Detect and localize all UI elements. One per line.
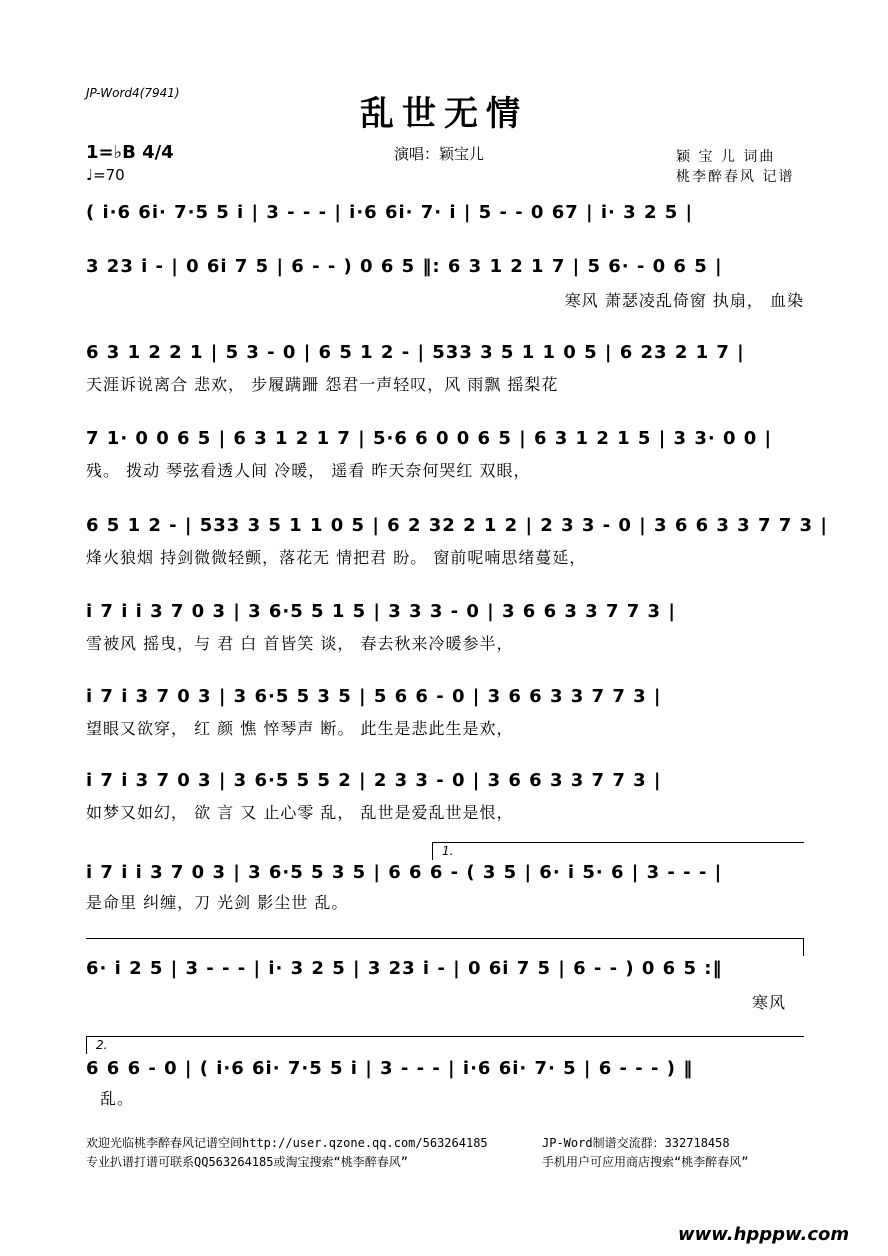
- volta-1-bracket: [432, 842, 804, 843]
- score-row-lyrics: 寒风 萧瑟凌乱倚窗 执扇， 血染: [564, 291, 804, 310]
- score-row-notes: i 7 i 3 7 0 3 | 3 6·5 5 5 2 | 2 3 3 - 0 | 3 6 6 3 3 7 7 3 |: [86, 770, 662, 791]
- footer-group: JP-Word制谱交流群：332718458: [542, 1136, 730, 1150]
- score-row-notes: 6 3 1 2 2 1 | 5 3 - 0 | 6 5 1 2 - | 533 3 5 1 1 0 5 | 6 23 2 1 7 |: [86, 342, 745, 363]
- volta-1-bracket-edge: [432, 842, 433, 860]
- score-row-lyrics: 乱。: [100, 1089, 135, 1108]
- score-row-notes: 7 1· 0 0 6 5 | 6 3 1 2 1 7 | 5·6 6 0 0 6 5 | 6 3 1 2 1 5 | 3 3· 0 0 |: [86, 428, 773, 449]
- score-row-notes: 6 5 1 2 - | 533 3 5 1 1 0 5 | 6 2 32 2 1 2 | 2 3 3 - 0 | 3 6 6 3 3 7 7 3 |: [86, 515, 828, 536]
- score-row-notes: i 7 i i 3 7 0 3 | 3 6·5 5 3 5 | 6 6 6 - ( 3 5 | 6· i 5· 6 | 3 - - - |: [86, 862, 723, 883]
- score-row-lyrics: 是命里 纠缠，刀 光剑 影尘世 乱。: [86, 893, 349, 912]
- site-watermark: www.hpppw.com: [678, 1224, 850, 1245]
- volta-1-continuation: [86, 938, 804, 939]
- score-row-lyrics: 望眼又欲穿， 红 颜 憔 悴琴声 断。 此生是悲此生是欢，: [86, 719, 514, 738]
- score-row-notes: ( i·6 6i· 7·5 5 i | 3 - - - | i·6 6i· 7· i | 5 - - 0 67 | i· 3 2 5 |: [86, 202, 694, 223]
- score-row-notes: i 7 i 3 7 0 3 | 3 6·5 5 3 5 | 5 6 6 - 0 | 3 6 6 3 3 7 7 3 |: [86, 686, 662, 707]
- score-row-lyrics: 烽火狼烟 持剑微微轻颤，落花无 情把君 盼。 窗前呢喃思绪蔓延，: [86, 548, 587, 567]
- score-row-notes: 6 6 6 - 0 | ( i·6 6i· 7·5 5 i | 3 - - - | i·6 6i· 7· 5 | 6 - - - ) ‖: [86, 1058, 694, 1079]
- score-row-notes: 6· i 2 5 | 3 - - - | i· 3 2 5 | 3 23 i - | 0 6i 7 5 | 6 - - ) 0 6 5 :‖: [86, 958, 723, 979]
- score-row-lyrics: 如梦又如幻， 欲 言 又 止心零 乱， 乱世是爱乱世是恨，: [86, 803, 514, 822]
- score-row-notes: 3 23 i - | 0 6i 7 5 | 6 - - ) 0 6 5 ‖: 6 3 1 2 1 7 | 5 6· - 0 6 5 |: [86, 256, 723, 277]
- footer-contact: 专业扒谱打谱可联系QQ563264185或淘宝搜索“桃李醉春风”: [86, 1155, 408, 1169]
- transcriber-credit: 桃李醉春风 记谱: [676, 169, 795, 185]
- volta-2-bracket-edge: [86, 1036, 87, 1054]
- footer-website: 欢迎光临桃李醉春风记谱空间http://user.qzone.qq.com/563264185: [86, 1136, 488, 1150]
- tempo-mark: ♩=70: [86, 166, 125, 184]
- volta-2-label: 2.: [96, 1038, 108, 1052]
- volta-1-continuation-edge: [803, 938, 804, 956]
- volta-1-label: 1.: [442, 844, 454, 858]
- composer-credit: 颖 宝 儿 词曲: [676, 149, 776, 165]
- volta-2-bracket: [86, 1036, 804, 1037]
- score-row-lyrics: 寒风: [751, 993, 786, 1012]
- score-row-lyrics: 天涯诉说离合 悲欢， 步履蹒跚 怨君一声轻叹，风 雨飘 摇梨花: [86, 375, 559, 394]
- key-signature: 1=♭B 4/4: [86, 142, 174, 163]
- program-label: JP-Word4(7941): [86, 86, 180, 100]
- score-row-notes: i 7 i i 3 7 0 3 | 3 6·5 5 1 5 | 3 3 3 - 0 | 3 6 6 3 3 7 7 3 |: [86, 601, 676, 622]
- score-row-lyrics: 残。 拨动 琴弦看透人间 冷暖， 遥看 昨天奈何哭红 双眼，: [86, 461, 531, 480]
- singer-credit: 演唱：颖宝儿: [394, 145, 485, 163]
- song-title: 乱世无情: [360, 94, 528, 134]
- score-row-lyrics: 雪被风 摇曳，与 君 白 首皆笑 谈， 春去秋来冷暖参半，: [86, 634, 514, 653]
- footer-app: 手机用户可应用商店搜索“桃李醉春风”: [542, 1155, 749, 1169]
